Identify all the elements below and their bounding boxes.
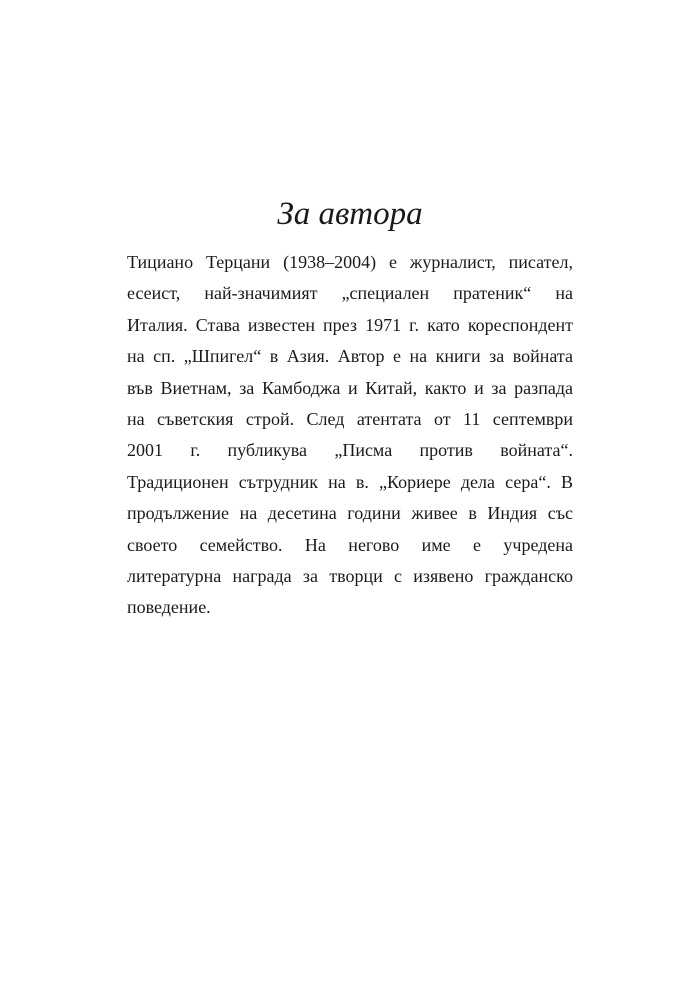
bio-line: във Виетнам, за Камбоджа и Китай, както и за разпада <box>127 377 573 398</box>
bio-line: на съветския строй. След атентата от 11 септември <box>127 409 573 430</box>
bio-line: Италия. Става известен през 1971 г. като кореспондент <box>127 314 573 335</box>
bio-line: есеист, най-значимият „специален пратеник“ на <box>127 283 573 304</box>
section-title: За автора <box>277 196 423 232</box>
bio-line: на сп. „Шпигел“ в Азия. Автор е на книги за войната <box>127 346 573 367</box>
bio-line: 2001 г. публикува „Писма против войната“. <box>127 440 573 461</box>
bio-line: Тициано Терцани (1938–2004) е журналист, писател, <box>127 252 573 272</box>
bio-line: Традиционен сътрудник на в. „Кориере дела сера“. В <box>127 471 573 492</box>
bio-line: литературна награда за творци с изявено гражданско <box>127 566 573 587</box>
author-bio <box>127 247 573 624</box>
bio-line: поведение. <box>127 597 211 618</box>
bio-line: продължение на десетина години живее в Индия със <box>127 503 573 524</box>
bio-line: своето семейство. На негово име е учредена <box>127 534 573 555</box>
